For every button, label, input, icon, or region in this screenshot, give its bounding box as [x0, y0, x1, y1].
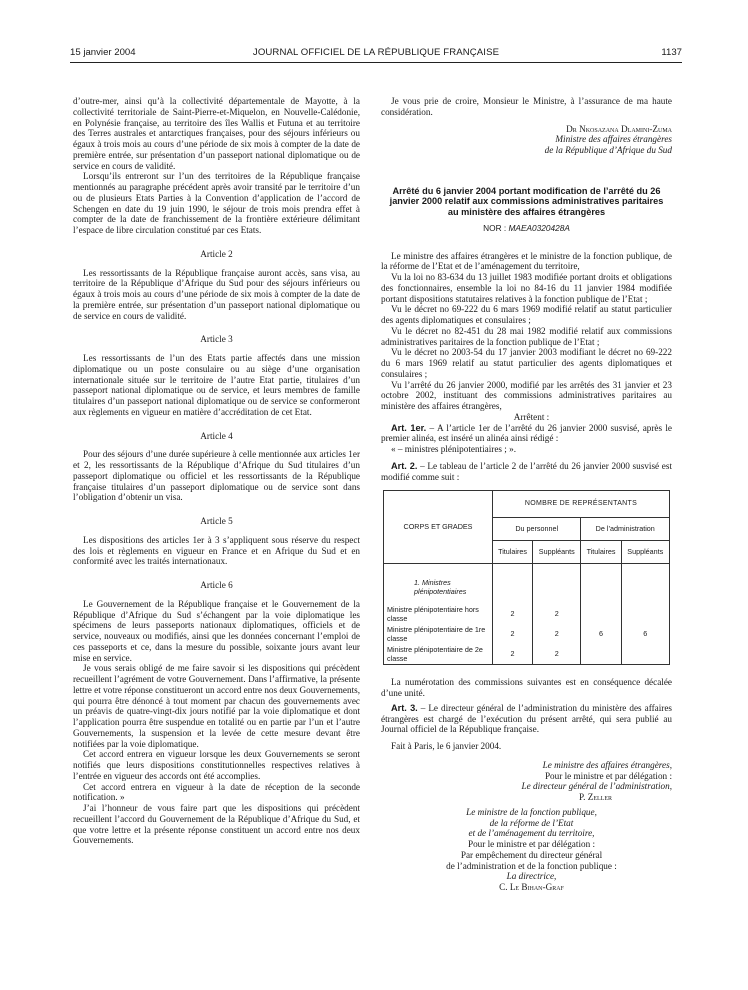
table-header-titulaires: Titulaires — [493, 541, 533, 564]
table-header-personnel: Du personnel — [493, 518, 581, 541]
table-header-admin: De l’administration — [581, 518, 670, 541]
paragraph: Les ressortissants de l’un des Etats partie affectés dans une mission diplomatique ou un poste consulaire ou au siège d’une organisation internationale située sur le territoire de l’autre Etat partie, titulaires d’un passeport national diplomatique ou de service, et leurs membres de famille titulaires d’un passeport national diplomatique ou de service se conformeront aux règlements en vigueur en matière d’accréditation de cet Etat. — [73, 353, 360, 417]
paragraph: Cet accord entrera en vigueur lorsque les deux Gouvernements se seront notifiés que leurs dispositions constitutionnelles respectives relatives à l’entrée en vigueur des accords ont été accomplies. — [73, 749, 360, 781]
signature-line: Pour le ministre et par délégation : — [467, 839, 596, 850]
signatory-title: Ministre des affaires étrangères — [555, 134, 672, 145]
table-cell: 6 — [581, 624, 621, 644]
table-cell — [581, 604, 621, 624]
paragraph: Les dispositions des articles 1er à 3 s’appliquent sous réserve du respect des lois et règlements en vigueur en France et en Afrique du Sud et en conformité avec les traités internationaux. — [73, 534, 360, 567]
nor-label: NOR : — [483, 222, 507, 233]
article-heading: Article 3 — [200, 334, 233, 345]
arretent: Arrêtent : — [513, 411, 550, 422]
table-header-suppleants: Suppléants — [621, 541, 669, 564]
paragraph: Vu le décret no 2003-54 du 17 janvier 2003 modifiant le décret no 69-222 du 6 mars 1969 relatif au statut particulier des agents diplomatiques et consulaires ; — [381, 347, 672, 379]
table-header-titulaires: Titulaires — [581, 541, 621, 564]
table-cell: 2 — [533, 644, 581, 665]
table-header-corps: CORPS ET GRADES — [384, 491, 493, 564]
left-column — [73, 96, 360, 846]
paragraph: Vu le décret no 69-222 du 6 mars 1969 modifié relatif au statut particulier des agents diplomatiques et consulaires ; — [381, 304, 672, 326]
arrete-title: Arrêté du 6 janvier 2004 portant modification de l’arrêté du 26 janvier 2000 relatif aux commissions administratives paritaires au ministère des affaires étrangères — [389, 185, 664, 217]
signatory-name: Dr Nkosazana Dlamini-Zuma — [566, 123, 672, 134]
page-header — [70, 47, 682, 61]
table-row — [384, 564, 670, 605]
right-column — [381, 96, 672, 893]
article-text: – Le tableau de l’article 2 de l’arrêté du 26 janvier 2000 susvisé est modifié comme suit : — [381, 460, 672, 482]
article-3 — [381, 703, 672, 735]
paragraph: La numérotation des commissions suivantes est en conséquence décalée d’une unité. — [381, 677, 672, 699]
article-heading: Article 5 — [200, 516, 233, 526]
signature-name: C. Le Bihan-Graf — [499, 882, 564, 893]
signature-name: P. Zeller — [579, 792, 612, 803]
signature-line: Pour le ministre et par délégation : — [544, 770, 672, 781]
article-1 — [381, 423, 672, 445]
article-heading: Article 6 — [200, 580, 233, 590]
paragraph: Le Gouvernement de la République française et le Gouvernement de la République d’Afrique du Sud s’échangent par la voie diplomatique les spécimens de leurs passeports nationaux diplomatiques, officiels et de service, nouveaux ou modifiés, ainsi que les données concernant l’emploi de ces passeports et ce, dans la mesure du possible, soixante jours avant leur mise en service. — [73, 598, 360, 663]
table-cell: Ministre plénipotentiaire de 1re classe — [384, 624, 493, 644]
table-cell: 6 — [621, 624, 669, 644]
table-cell: 2 — [493, 624, 533, 644]
article-label: Art. 3. — [391, 702, 418, 713]
table-cell — [621, 604, 669, 624]
signature-line: Le ministre de la fonction publique, — [466, 806, 597, 817]
table-cell — [581, 644, 621, 665]
paragraph: Je vous serais obligé de me faire savoir si les dispositions qui précèdent recueillent l’agrément de votre Gouvernement. Dans l’affirmative, la présente lettre et votre réponse constitueront un accord entre nos deux Gouvernements, qui pourra être dénoncé à tout moment par chacun des gouvernements avec un préavis de quatre-vingt-dix jours notifié par la voie diplomatique et dont l’application pourra être suspendue en totalité ou en partie par l’un et l’autre Gouvernements, la suspension et la levée de cette mesure devant être notifiées par la voie diplomatique. — [73, 663, 361, 749]
signature-block — [381, 760, 672, 893]
paragraph: Le ministre des affaires étrangères et le ministre de la fonction publique, de la réforme de l’Etat et de l’aménagement du territoire, — [381, 250, 672, 272]
table-cell: Ministre plénipotentiaire de 2e classe — [384, 644, 493, 665]
table-header-nombre: NOMBRE DE REPRÉSENTANTS — [493, 491, 670, 518]
table-cell: 2 — [533, 624, 581, 644]
signature-line: Le directeur général de l’administration, — [521, 781, 672, 792]
signatory-title: de la République d’Afrique du Sud — [544, 145, 672, 155]
paragraph: J’ai l’honneur de vous faire part que les dispositions qui précèdent recueillent l’accord du Gouvernement de la République d’Afrique du Sud, et que votre lettre et la présente réponse constituent un accord entre nos deux Gouvernements. — [73, 803, 360, 846]
nor-value: MAEA0320428A — [508, 222, 570, 233]
signature-line: de la réforme de l’Etat — [489, 817, 574, 828]
paragraph: Vu l’arrêté du 26 janvier 2000, modifié par les arrêtés des 31 janvier et 23 octobre 2002, instituant des commissions administratives paritaires au ministère des affaires étrangères, — [381, 379, 672, 412]
paragraph: Vu le décret no 82-451 du 28 mai 1982 modifié relatif aux commissions administratives paritaires de la fonction publique de l’Etat ; — [381, 325, 672, 347]
paragraph: Les ressortissants de la République française auront accès, sans visa, au territoire de la République d’Afrique du Sud pour des séjours inférieurs ou égaux à trois mois au cours d’une période de six mois à compter de la date de la première entrée, sur présentation d’un passeport national diplomatique ou de service en cours de validité. — [73, 267, 360, 321]
signature-line: de l’administration et de la fonction publique : — [446, 860, 617, 871]
table-cell: 2 — [493, 604, 533, 624]
nor-reference — [381, 223, 672, 234]
article-heading: Article 2 — [200, 248, 233, 259]
table-row — [384, 644, 670, 665]
table-cell: 2 — [533, 604, 581, 624]
signature-line: et de l’aménagement du territoire, — [468, 828, 595, 839]
issue-date: 15 janvier 2004 — [70, 47, 136, 58]
page-number: 1137 — [661, 47, 682, 58]
paragraph: Vu la loi no 83-634 du 13 juillet 1983 modifiée portant droits et obligations des fonctionnaires, ensemble la loi no 84-16 du 11 janvier 1984 modifiée portant dispositions statutaires relatives à la fonction publique de l’Etat ; — [381, 272, 672, 304]
table-row — [384, 604, 670, 624]
closing-formula: Je vous prie de croire, Monsieur le Ministre, à l’assurance de ma haute considération. — [381, 96, 672, 117]
table-cell: 1. Ministres plénipotentiaires — [384, 564, 493, 605]
header-rule — [70, 62, 682, 63]
done-at: Fait à Paris, le 6 janvier 2004. — [391, 741, 502, 752]
table-row — [384, 624, 670, 644]
table-cell: 2 — [493, 644, 533, 665]
representatives-table — [383, 490, 670, 665]
article-label: Art. 1er. — [391, 422, 427, 433]
paragraph: Cet accord entrera en vigueur à la date de réception de la seconde notification. » — [73, 781, 360, 803]
table-header-suppleants: Suppléants — [533, 541, 581, 564]
signature-line: Par empêchement du directeur général — [460, 849, 603, 860]
article-text: – Le directeur général de l’administration du ministère des affaires étrangères est chargé de l’exécution du présent arrêté, qui sera publié au Journal officiel de la République française. — [381, 702, 672, 735]
article-label: Art. 2. — [391, 460, 418, 471]
article-1-quote: « – ministres plénipotentiaires ; ». — [391, 444, 517, 455]
article-heading: Article 4 — [200, 430, 233, 441]
paragraph: Pour des séjours d’une durée supérieure à celle mentionnée aux articles 1er et 2, les ressortissants de la République d’Afrique du Sud titulaires d’un passeport diplomatique ou officiel et les ressortissants de la République française titulaires d’un passeport diplomatique ou de service sont dans l’obligation d’obtenir un visa. — [73, 449, 360, 503]
signature-line: La directrice, — [506, 871, 557, 882]
journal-title: JOURNAL OFFICIEL DE LA RÉPUBLIQUE FRANÇAISE — [252, 47, 500, 58]
signature-line: Le ministre des affaires étrangères, — [542, 759, 672, 770]
table-cell: Ministre plénipotentiaire hors classe — [384, 604, 493, 624]
paragraph: d’outre-mer, ainsi qu’à la collectivité départementale de Mayotte, à la collectivité territoriale de Saint-Pierre-et-Miquelon, en Nouvelle-Calédonie, en Polynésie française, au territoire des îles Wallis et Futuna et au territoire des Terres australes et antarctiques françaises, pour des séjours inférieurs ou égaux à trois mois au cours d’une période de six mois à compter de la date de première entrée, sur présentation d’un passeport national diplomatique ou de service en cours de validité. — [73, 96, 360, 171]
table-cell — [621, 644, 669, 665]
paragraph: Lorsqu’ils entreront sur l’un des territoires de la République française mentionnés au paragraphe précédent après avoir transité par le territoire d’un ou de plusieurs Etats Parties à la Convention d’application de l’accord de Schengen en date du 19 juin 1990, le séjour de trois mois prendra effet à compter de la date de franchissement de la frontière extérieure délimitant l’espace de libre circulation constitué par ces Etats. — [73, 171, 360, 235]
article-2 — [381, 461, 672, 483]
article-text: – A l’article 1er de l’arrêté du 26 janvier 2000 susvisé, après le premier alinéa, est inséré un alinéa ainsi rédigé : — [381, 422, 673, 444]
